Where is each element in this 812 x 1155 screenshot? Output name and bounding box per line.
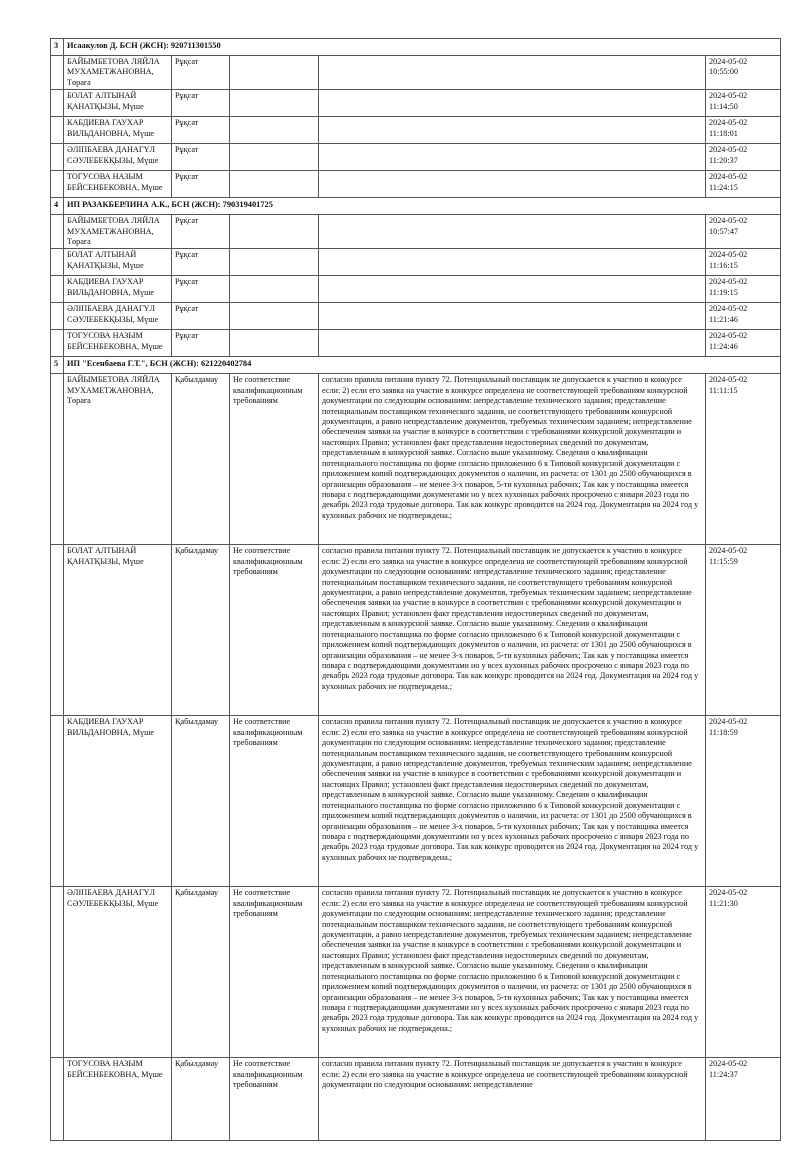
member-vote-row <box>51 303 781 330</box>
supplier-header-row <box>51 39 781 56</box>
vote-status: Рұқсат <box>172 117 230 144</box>
member-name: КАБДИЕВА ГАУХАР ВИЛЬДАНОВНА, Мүше <box>64 716 172 887</box>
rejection-reason <box>230 330 319 357</box>
spacer-cell <box>51 303 64 330</box>
member-name: БОЛАТ АЛТЫНАЙ ҚАНАТҚЫЗЫ, Мүше <box>64 545 172 716</box>
member-name: ТОГУСОВА НАЗЫМ БЕЙСЕНБЕКОВНА, Мүше <box>64 1058 172 1141</box>
supplier-number: 4 <box>51 198 64 215</box>
rejection-detail <box>319 117 706 144</box>
rejection-reason <box>230 171 319 198</box>
spacer-cell <box>51 171 64 198</box>
rejection-detail: согласно правила питания пункту 72. Потенциальный поставщик не допускается к участию в конкурсе если: 2) если его заявка на участие в конкурсе определена не соответствующей требованиям конкурсной документации по следующим основаниям: непредставление технического задания; представление потенциальным поставщиком технического задания, не соответствующего требованиям конкурсной документации, а равно непредставление документов, требуемых техническим заданием; непредставление обеспечения заявки на участие в конкурсе в соответствии с требованиями конкурсной документации и настоящих Правил; установлен факт представления недостоверных сведений по документам, представленным в конкурсной заявке. Согласно выше указанному. Сведения о квалификации потенциального поставщика по форме согласно приложению 6 к Типовой конкурсной документации с приложением копий подтверждающих документов о наличии, из расчета: от 1301 до 2500 обучающихся в организации образования – не менее 3-х поваров, 5-ти кухонных рабочих; Так как у поставщика имеется повара с подтверждающими документами но у всех кухонных рабочих просрочено с января 2023 года по декабрь 2023 года трудовые договора. Так как конкурс проводится на 2024 год. Документация на 2024 год у кухонных рабочих не подтверждена.; <box>319 545 706 716</box>
rejection-reason: Не соответствие квалификационным требованиям <box>230 374 319 545</box>
member-vote-row <box>51 276 781 303</box>
vote-status: Қабылдамау <box>172 716 230 887</box>
vote-timestamp: 2024-05-02 11:21:46 <box>706 303 781 330</box>
vote-status: Рұқсат <box>172 249 230 276</box>
vote-status: Рұқсат <box>172 56 230 90</box>
vote-status: Рұқсат <box>172 90 230 117</box>
spacer-cell <box>51 249 64 276</box>
spacer-cell <box>51 887 64 1058</box>
rejection-detail: согласно правила питания пункту 72. Потенциальный поставщик не допускается к участию в конкурсе если: 2) если его заявка на участие в конкурсе определена не соответствующей требованиям конкурсной документации по следующим основаниям: непредставление <box>319 1058 706 1141</box>
member-name: ТОГУСОВА НАЗЫМ БЕЙСЕНБЕКОВНА, Мүше <box>64 171 172 198</box>
vote-timestamp: 2024-05-02 11:11:15 <box>706 374 781 545</box>
member-vote-row <box>51 716 781 887</box>
member-vote-row <box>51 56 781 90</box>
rejection-reason: Не соответствие квалификационным требованиям <box>230 887 319 1058</box>
member-vote-row <box>51 249 781 276</box>
supplier-number: 3 <box>51 39 64 56</box>
member-vote-row <box>51 144 781 171</box>
supplier-header-row <box>51 357 781 374</box>
spacer-cell <box>51 545 64 716</box>
supplier-title: ИП "Есенбаева Г.Т.", БСН (ЖСН): 621220402784 <box>64 357 781 374</box>
rejection-reason <box>230 215 319 249</box>
rejection-reason <box>230 144 319 171</box>
spacer-cell <box>51 90 64 117</box>
rejection-detail <box>319 249 706 276</box>
supplier-title: Исаакулов Д. БСН (ЖСН): 920711301550 <box>64 39 781 56</box>
vote-timestamp: 2024-05-02 11:24:46 <box>706 330 781 357</box>
rejection-detail <box>319 276 706 303</box>
member-name: КАБДИЕВА ГАУХАР ВИЛЬДАНОВНА, Мүше <box>64 276 172 303</box>
vote-timestamp: 2024-05-02 11:18:01 <box>706 117 781 144</box>
rejection-detail <box>319 330 706 357</box>
vote-status: Рұқсат <box>172 330 230 357</box>
spacer-cell <box>51 117 64 144</box>
spacer-cell <box>51 330 64 357</box>
member-vote-row <box>51 90 781 117</box>
rejection-detail: согласно правила питания пункту 72. Потенциальный поставщик не допускается к участию в конкурсе если: 2) если его заявка на участие в конкурсе определена не соответствующей требованиям конкурсной документации по следующим основаниям: непредставление технического задания; представление потенциальным поставщиком технического задания, не соответствующего требованиям конкурсной документации, а равно непредставление документов, требуемых техническим заданием; непредставление обеспечения заявки на участие в конкурсе в соответствии с требованиями конкурсной документации и настоящих Правил; установлен факт представления недостоверных сведений по документам, представленным в конкурсной заявке. Согласно выше указанному. Сведения о квалификации потенциального поставщика по форме согласно приложению 6 к Типовой конкурсной документации с приложением копий подтверждающих документов о наличии, из расчета: от 1301 до 2500 обучающихся в организации образования – не менее 3-х поваров, 5-ти кухонных рабочих; Так как у поставщика имеется повара с подтверждающими документами но у всех кухонных рабочих просрочено с января 2023 года по декабрь 2023 года трудовые договора. Так как конкурс проводится на 2024 год. Документация на 2024 год у кухонных рабочих не подтверждена.; <box>319 716 706 887</box>
member-name: ӘЛІПБАЕВА ДАНАГҮЛ СӘУЛЕБЕКҚЫЗЫ, Мүше <box>64 887 172 1058</box>
member-name: БАЙЫМБЕТОВА ЛЯЙЛА МУХАМЕТЖАНОВНА, Төраға <box>64 56 172 90</box>
vote-timestamp: 2024-05-02 11:20:37 <box>706 144 781 171</box>
rejection-detail <box>319 90 706 117</box>
rejection-detail <box>319 303 706 330</box>
vote-status: Қабылдамау <box>172 374 230 545</box>
rejection-reason <box>230 90 319 117</box>
member-vote-row <box>51 887 781 1058</box>
vote-timestamp: 2024-05-02 11:14:50 <box>706 90 781 117</box>
voting-table-body <box>51 39 781 1141</box>
vote-status: Рұқсат <box>172 276 230 303</box>
vote-timestamp: 2024-05-02 11:16:15 <box>706 249 781 276</box>
spacer-cell <box>51 1058 64 1141</box>
vote-status: Рұқсат <box>172 144 230 171</box>
rejection-detail <box>319 56 706 90</box>
rejection-reason <box>230 276 319 303</box>
rejection-detail <box>319 171 706 198</box>
rejection-reason: Не соответствие квалификационным требованиям <box>230 716 319 887</box>
rejection-reason <box>230 56 319 90</box>
spacer-cell <box>51 56 64 90</box>
spacer-cell <box>51 374 64 545</box>
vote-status: Қабылдамау <box>172 887 230 1058</box>
vote-status: Рұқсат <box>172 215 230 249</box>
member-name: БОЛАТ АЛТЫНАЙ ҚАНАТҚЫЗЫ, Мүше <box>64 90 172 117</box>
vote-status: Қабылдамау <box>172 1058 230 1141</box>
supplier-number: 5 <box>51 357 64 374</box>
member-name: БОЛАТ АЛТЫНАЙ ҚАНАТҚЫЗЫ, Мүше <box>64 249 172 276</box>
member-vote-row <box>51 374 781 545</box>
vote-status: Рұқсат <box>172 171 230 198</box>
rejection-reason: Не соответствие квалификационным требованиям <box>230 1058 319 1141</box>
vote-timestamp: 2024-05-02 11:18:59 <box>706 716 781 887</box>
supplier-header-row <box>51 198 781 215</box>
spacer-cell <box>51 716 64 887</box>
rejection-detail <box>319 215 706 249</box>
vote-timestamp: 2024-05-02 11:21:30 <box>706 887 781 1058</box>
vote-status: Қабылдамау <box>172 545 230 716</box>
rejection-detail: согласно правила питания пункту 72. Потенциальный поставщик не допускается к участию в конкурсе если: 2) если его заявка на участие в конкурсе определена не соответствующей требованиям конкурсной документации по следующим основаниям: непредставление технического задания; представление потенциальным поставщиком технического задания, не соответствующего требованиям конкурсной документации, а равно непредставление документов, требуемых техническим заданием; непредставление обеспечения заявки на участие в конкурсе в соответствии с требованиями конкурсной документации и настоящих Правил; установлен факт представления недостоверных сведений по документам, представленным в конкурсной заявке. Согласно выше указанному. Сведения о квалификации потенциального поставщика по форме согласно приложению 6 к Типовой конкурсной документации с приложением копий подтверждающих документов о наличии, из расчета: от 1301 до 2500 обучающихся в организации образования – не менее 3-х поваров, 5-ти кухонных рабочих; Так как у поставщика имеется повара с подтверждающими документами но у всех кухонных рабочих просрочено с января 2023 года по декабрь 2023 года трудовые договора. Так как конкурс проводится на 2024 год. Документация на 2024 год у кухонных рабочих не подтверждена.; <box>319 887 706 1058</box>
spacer-cell <box>51 144 64 171</box>
rejection-reason <box>230 249 319 276</box>
rejection-detail <box>319 144 706 171</box>
vote-timestamp: 2024-05-02 11:24:15 <box>706 171 781 198</box>
member-vote-row <box>51 171 781 198</box>
voting-table <box>50 38 781 1141</box>
member-name: ТОГУСОВА НАЗЫМ БЕЙСЕНБЕКОВНА, Мүше <box>64 330 172 357</box>
member-name: БАЙЫМБЕТОВА ЛЯЙЛА МУХАМЕТЖАНОВНА, Төраға <box>64 374 172 545</box>
member-vote-row <box>51 330 781 357</box>
rejection-detail: согласно правила питания пункту 72. Потенциальный поставщик не допускается к участию в конкурсе если: 2) если его заявка на участие в конкурсе определена не соответствующей требованиям конкурсной документации по следующим основаниям: непредставление технического задания; представление потенциальным поставщиком технического задания, не соответствующего требованиям конкурсной документации, а равно непредставление документов, требуемых техническим заданием; непредставление обеспечения заявки на участие в конкурсе в соответствии с требованиями конкурсной документации и настоящих Правил; установлен факт представления недостоверных сведений по документам, представленным в конкурсной заявке. Согласно выше указанному. Сведения о квалификации потенциального поставщика по форме согласно приложению 6 к Типовой конкурсной документации с приложением копий подтверждающих документов о наличии, из расчета: от 1301 до 2500 обучающихся в организации образования – не менее 3-х поваров, 5-ти кухонных рабочих; Так как у поставщика имеется повара с подтверждающими документами но у всех кухонных рабочих просрочено с января 2023 года по декабрь 2023 года трудовые договора. Так как конкурс проводится на 2024 год. Документация на 2024 год у кухонных рабочих не подтверждена.; <box>319 374 706 545</box>
member-vote-row <box>51 117 781 144</box>
spacer-cell <box>51 276 64 303</box>
vote-timestamp: 2024-05-02 11:15:59 <box>706 545 781 716</box>
member-name: БАЙЫМБЕТОВА ЛЯЙЛА МУХАМЕТЖАНОВНА, Төраға <box>64 215 172 249</box>
member-name: КАБДИЕВА ГАУХАР ВИЛЬДАНОВНА, Мүше <box>64 117 172 144</box>
member-name: ӘЛІПБАЕВА ДАНАГҮЛ СӘУЛЕБЕКҚЫЗЫ, Мүше <box>64 144 172 171</box>
supplier-title: ИП РАЗАКБЕРЛИНА А.К., БСН (ЖСН): 790319401725 <box>64 198 781 215</box>
member-vote-row <box>51 1058 781 1141</box>
member-name: ӘЛІПБАЕВА ДАНАГҮЛ СӘУЛЕБЕКҚЫЗЫ, Мүше <box>64 303 172 330</box>
vote-timestamp: 2024-05-02 10:57:47 <box>706 215 781 249</box>
vote-timestamp: 2024-05-02 10:55:00 <box>706 56 781 90</box>
rejection-reason <box>230 303 319 330</box>
member-vote-row <box>51 215 781 249</box>
spacer-cell <box>51 215 64 249</box>
member-vote-row <box>51 545 781 716</box>
vote-timestamp: 2024-05-02 11:19:15 <box>706 276 781 303</box>
vote-timestamp: 2024-05-02 11:24:37 <box>706 1058 781 1141</box>
rejection-reason: Не соответствие квалификационным требованиям <box>230 545 319 716</box>
rejection-reason <box>230 117 319 144</box>
vote-status: Рұқсат <box>172 303 230 330</box>
